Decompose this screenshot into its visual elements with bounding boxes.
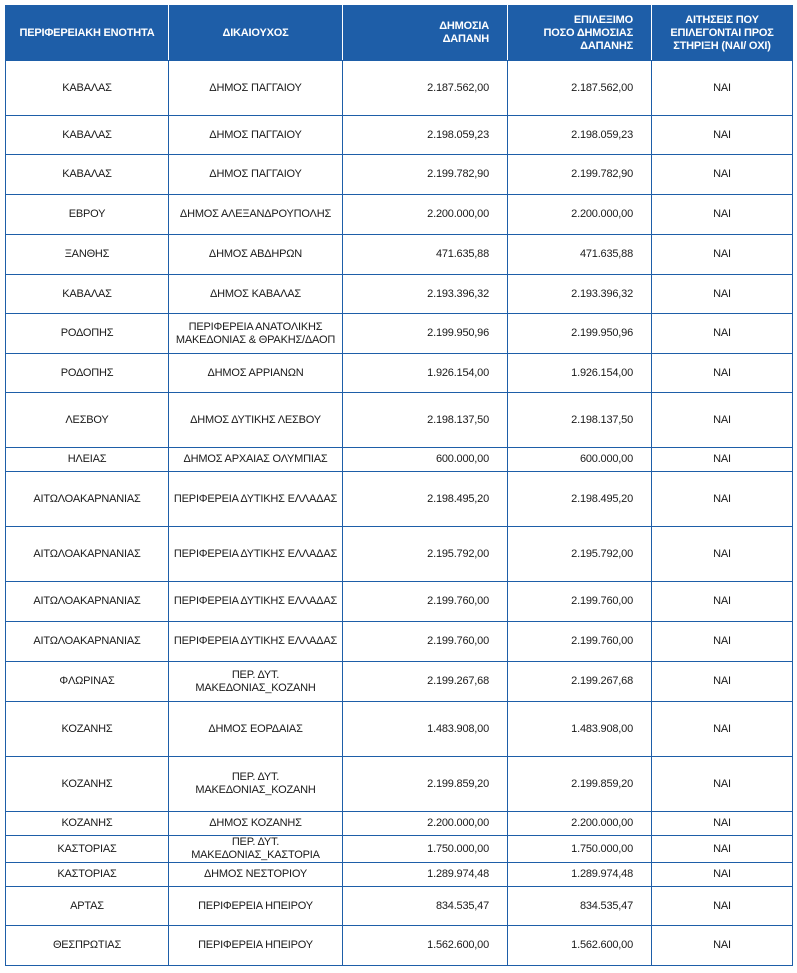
cell-public-spend-text: 2.198.059,23	[427, 128, 489, 141]
cell-eligible-amount-text: 2.198.059,23	[571, 128, 633, 141]
header-eligible-line: ΠΟΣΟ ΔΗΜΟΣΙΑΣ	[543, 26, 633, 39]
cell-eligible-amount-text: 1.750.000,00	[571, 842, 633, 855]
cell-eligible-amount	[508, 757, 652, 812]
cell-region	[6, 235, 169, 275]
cell-beneficiary-text: ΔΗΜΟΣ ΑΛΕΞΑΝΔΡΟΥΠΟΛΗΣ	[179, 208, 332, 220]
cell-selected	[652, 314, 793, 354]
cell-region-text: ΡΟΔΟΠΗΣ	[60, 366, 114, 379]
cell-beneficiary	[169, 393, 343, 448]
cell-public-spend	[343, 887, 508, 926]
cell-eligible-amount	[508, 235, 652, 275]
cell-public-spend	[343, 448, 508, 472]
cell-public-spend-text: 1.750.000,00	[427, 842, 489, 855]
cell-beneficiary	[169, 757, 343, 812]
cell-beneficiary	[169, 836, 343, 863]
cell-eligible-amount	[508, 155, 652, 195]
cell-public-spend	[343, 155, 508, 195]
cell-eligible-amount-text: 1.483.908,00	[571, 722, 633, 735]
cell-public-spend-text: 2.187.562,00	[427, 81, 489, 94]
cell-beneficiary-text: ΔΗΜΟΣ ΑΡΡΙΑΝΩΝ	[207, 366, 304, 379]
cell-public-spend-text: 2.198.137,50	[427, 413, 489, 426]
header-eligible-amount	[508, 6, 652, 61]
table-row	[6, 836, 793, 863]
cell-selected-text: ΝΑΙ	[713, 868, 731, 880]
cell-region-text: ΚΟΖΑΝΗΣ	[61, 777, 113, 790]
cell-region	[6, 61, 169, 116]
cell-beneficiary	[169, 275, 343, 314]
header-eligible-line: ΕΠΙΛΕΞΙΜΟ	[573, 13, 633, 26]
cell-beneficiary-text: ΠΕΡΙΦΕΡΕΙΑ ΗΠΕΙΡΟΥ	[198, 899, 313, 912]
cell-region-text: ΡΟΔΟΠΗΣ	[60, 327, 114, 339]
table-row	[6, 155, 793, 195]
cell-selected	[652, 757, 793, 812]
cell-selected-text: ΝΑΙ	[713, 208, 731, 220]
cell-selected-text: ΝΑΙ	[713, 722, 731, 735]
cell-region	[6, 662, 169, 702]
cell-region-text: ΚΑΒΑΛΑΣ	[62, 287, 112, 300]
table-row	[6, 527, 793, 582]
cell-eligible-amount-text: 2.193.396,32	[571, 287, 633, 300]
cell-region	[6, 314, 169, 354]
cell-public-spend	[343, 275, 508, 314]
cell-region-text: ΚΑΣΤΟΡΙΑΣ	[57, 868, 117, 880]
cell-selected	[652, 61, 793, 116]
table-row	[6, 116, 793, 155]
cell-beneficiary-text: ΜΑΚΕΔΟΝΙΑΣ & ΘΡΑΚΗΣ/ΔΑΟΠ	[175, 333, 336, 346]
cell-eligible-amount-text: 2.200.000,00	[571, 208, 633, 220]
table-row	[6, 926, 793, 966]
cell-selected	[652, 662, 793, 702]
cell-eligible-amount	[508, 472, 652, 527]
cell-public-spend	[343, 472, 508, 527]
cell-beneficiary-text: ΠΕΡΙΦΕΡΕΙΑ ΑΝΑΤΟΛΙΚΗΣ	[188, 320, 323, 333]
cell-beneficiary	[169, 472, 343, 527]
cell-eligible-amount-text: 2.199.782,90	[571, 168, 633, 180]
cell-public-spend-text: 2.200.000,00	[427, 208, 489, 220]
cell-selected	[652, 195, 793, 235]
cell-selected-text: ΝΑΙ	[713, 248, 731, 260]
table-row	[6, 887, 793, 926]
table-header-row	[6, 6, 793, 61]
cell-selected	[652, 393, 793, 448]
cell-public-spend-text: 2.193.396,32	[427, 287, 489, 300]
cell-selected	[652, 155, 793, 195]
cell-beneficiary	[169, 314, 343, 354]
cell-selected	[652, 622, 793, 662]
table-row	[6, 472, 793, 527]
cell-public-spend	[343, 582, 508, 622]
cell-region	[6, 863, 169, 887]
cell-eligible-amount	[508, 926, 652, 966]
cell-eligible-amount	[508, 116, 652, 155]
cell-public-spend	[343, 863, 508, 887]
header-public-spend	[343, 6, 508, 61]
cell-public-spend-text: 2.199.760,00	[427, 595, 489, 607]
cell-selected-text: ΝΑΙ	[713, 595, 731, 607]
cell-region	[6, 472, 169, 527]
cell-beneficiary	[169, 926, 343, 966]
cell-beneficiary	[169, 448, 343, 472]
cell-selected	[652, 702, 793, 757]
cell-public-spend	[343, 662, 508, 702]
header-selected-line: ΕΠΙΛΕΓΟΝΤΑΙ ΠΡΟΣ	[670, 26, 774, 39]
cell-eligible-amount	[508, 195, 652, 235]
cell-eligible-amount-text: 2.195.792,00	[571, 547, 633, 560]
table-row	[6, 448, 793, 472]
cell-region	[6, 448, 169, 472]
header-selected-line: ΑΙΤΗΣΕΙΣ ΠΟΥ	[685, 13, 759, 26]
cell-beneficiary-text: ΔΗΜΟΣ ΠΑΓΓΑΙΟΥ	[209, 81, 302, 94]
cell-region-text: ΚΟΖΑΝΗΣ	[61, 722, 113, 735]
table-row	[6, 757, 793, 812]
cell-beneficiary	[169, 702, 343, 757]
cell-region-text: ΚΑΣΤΟΡΙΑΣ	[57, 842, 117, 855]
cell-region	[6, 812, 169, 836]
cell-selected	[652, 582, 793, 622]
cell-region-text: ΑΙΤΩΛΟΑΚΑΡΝΑΝΙΑΣ	[33, 547, 141, 560]
table-row	[6, 582, 793, 622]
cell-eligible-amount	[508, 836, 652, 863]
cell-selected	[652, 527, 793, 582]
cell-region-text: ΚΑΒΑΛΑΣ	[62, 168, 112, 180]
header-eligible-line: ΔΑΠΑΝΗΣ	[580, 39, 633, 52]
table-row	[6, 61, 793, 116]
cell-public-spend	[343, 757, 508, 812]
table-row	[6, 275, 793, 314]
cell-beneficiary	[169, 582, 343, 622]
cell-selected-text: ΝΑΙ	[713, 675, 731, 687]
cell-public-spend-text: 1.289.974,48	[427, 868, 489, 880]
header-selected-line: ΣΤΗΡΙΞΗ (ΝΑΙ/ ΟΧΙ)	[673, 39, 771, 52]
cell-region-text: ΚΟΖΑΝΗΣ	[61, 817, 113, 829]
cell-public-spend	[343, 354, 508, 393]
cell-eligible-amount-text: 2.199.859,20	[571, 777, 633, 790]
cell-eligible-amount-text: 1.926.154,00	[571, 366, 633, 379]
cell-region-text: ΘΕΣΠΡΩΤΙΑΣ	[52, 939, 122, 951]
cell-public-spend	[343, 195, 508, 235]
cell-region	[6, 757, 169, 812]
cell-eligible-amount	[508, 448, 652, 472]
cell-region	[6, 195, 169, 235]
cell-selected-text: ΝΑΙ	[713, 168, 731, 180]
cell-selected	[652, 472, 793, 527]
header-public-spend-line: ΔΑΠΑΝΗ	[442, 33, 489, 45]
cell-region	[6, 702, 169, 757]
cell-eligible-amount-text: 2.199.267,68	[571, 675, 633, 687]
cell-public-spend-text: 2.199.950,96	[427, 327, 489, 339]
cell-selected-text: ΝΑΙ	[713, 635, 731, 647]
cell-selected	[652, 812, 793, 836]
cell-beneficiary	[169, 527, 343, 582]
cell-public-spend-text: 2.199.760,00	[427, 635, 489, 647]
cell-selected	[652, 836, 793, 863]
cell-eligible-amount	[508, 702, 652, 757]
funding-table	[5, 5, 793, 966]
cell-beneficiary-text: ΠΕΡΙΦΕΡΕΙΑ ΔΥΤΙΚΗΣ ΕΛΛΑΔΑΣ	[173, 492, 338, 505]
cell-eligible-amount	[508, 527, 652, 582]
cell-region-text: ΞΑΝΘΗΣ	[64, 248, 110, 260]
cell-selected-text: ΝΑΙ	[713, 547, 731, 560]
cell-public-spend-text: 2.199.782,90	[427, 168, 489, 180]
cell-beneficiary-text: ΠΕΡΙΦΕΡΕΙΑ ΔΥΤΙΚΗΣ ΕΛΛΑΔΑΣ	[173, 595, 338, 607]
cell-beneficiary	[169, 116, 343, 155]
table-row	[6, 702, 793, 757]
cell-selected-text: ΝΑΙ	[713, 453, 731, 465]
cell-beneficiary-text: ΔΗΜΟΣ ΕΟΡΔΑΙΑΣ	[208, 722, 303, 735]
table-row	[6, 393, 793, 448]
cell-selected-text: ΝΑΙ	[713, 366, 731, 379]
cell-eligible-amount-text: 2.198.137,50	[571, 413, 633, 426]
cell-eligible-amount-text: 2.200.000,00	[571, 817, 633, 829]
cell-public-spend-text: 471.635,88	[435, 248, 489, 260]
cell-eligible-amount	[508, 61, 652, 116]
table-row	[6, 812, 793, 836]
cell-public-spend-text: 2.200.000,00	[427, 817, 489, 829]
cell-selected	[652, 887, 793, 926]
cell-eligible-amount-text: 1.289.974,48	[571, 868, 633, 880]
cell-beneficiary-text: ΠΕΡΙΦΕΡΕΙΑ ΔΥΤΙΚΗΣ ΕΛΛΑΔΑΣ	[173, 635, 338, 647]
cell-beneficiary-text: ΠΕΡ. ΔΥΤ. ΜΑΚΕΔΟΝΙΑΣ_ΚΟΖΑΝΗ	[195, 668, 316, 694]
cell-region	[6, 393, 169, 448]
cell-beneficiary	[169, 61, 343, 116]
table-row	[6, 863, 793, 887]
cell-selected-text: ΝΑΙ	[713, 939, 731, 951]
cell-eligible-amount	[508, 275, 652, 314]
cell-region	[6, 887, 169, 926]
cell-eligible-amount	[508, 812, 652, 836]
cell-selected-text: ΝΑΙ	[713, 817, 731, 829]
cell-eligible-amount-text: 834.535,47	[579, 899, 633, 912]
cell-eligible-amount	[508, 582, 652, 622]
cell-selected	[652, 354, 793, 393]
cell-public-spend-text: 600.000,00	[435, 453, 489, 465]
cell-eligible-amount-text: 2.198.495,20	[571, 492, 633, 505]
cell-selected	[652, 448, 793, 472]
cell-public-spend	[343, 812, 508, 836]
cell-eligible-amount-text: 2.199.760,00	[571, 595, 633, 607]
cell-selected-text: ΝΑΙ	[713, 492, 731, 505]
cell-beneficiary	[169, 887, 343, 926]
cell-public-spend	[343, 836, 508, 863]
cell-beneficiary-text: ΠΕΡ. ΔΥΤ. ΜΑΚΕΔΟΝΙΑΣ_ΚΟΖΑΝΗ	[195, 771, 316, 796]
cell-selected	[652, 926, 793, 966]
cell-region-text: ΗΛΕΙΑΣ	[67, 453, 107, 465]
cell-eligible-amount	[508, 622, 652, 662]
cell-public-spend-text: 1.926.154,00	[427, 366, 489, 379]
cell-selected	[652, 863, 793, 887]
funding-table-container	[5, 5, 792, 966]
cell-eligible-amount	[508, 393, 652, 448]
cell-beneficiary-text: ΠΕΡΙΦΕΡΕΙΑ ΔΥΤΙΚΗΣ ΕΛΛΑΔΑΣ	[173, 547, 338, 560]
cell-region	[6, 582, 169, 622]
cell-selected-text: ΝΑΙ	[713, 81, 731, 94]
cell-region-text: ΑΙΤΩΛΟΑΚΑΡΝΑΝΙΑΣ	[33, 635, 141, 647]
cell-beneficiary	[169, 354, 343, 393]
cell-eligible-amount	[508, 354, 652, 393]
cell-public-spend	[343, 116, 508, 155]
table-row	[6, 662, 793, 702]
cell-region	[6, 836, 169, 863]
cell-selected	[652, 275, 793, 314]
cell-public-spend-text: 1.483.908,00	[427, 722, 489, 735]
cell-selected-text: ΝΑΙ	[713, 899, 731, 912]
cell-public-spend-text: 2.199.267,68	[427, 675, 489, 687]
cell-public-spend	[343, 527, 508, 582]
cell-beneficiary	[169, 235, 343, 275]
cell-beneficiary	[169, 863, 343, 887]
cell-public-spend	[343, 926, 508, 966]
header-region: ΠΕΡΙΦΕΡΕΙΑΚΗ ΕΝΟΤΗΤΑ	[6, 6, 169, 61]
cell-region-text: ΕΒΡΟΥ	[68, 208, 106, 220]
cell-region	[6, 116, 169, 155]
cell-selected	[652, 235, 793, 275]
cell-public-spend	[343, 393, 508, 448]
cell-region-text: ΛΕΣΒΟΥ	[65, 413, 109, 426]
header-public-spend-line: ΔΗΜΟΣΙΑ	[439, 20, 489, 32]
cell-eligible-amount-text: 600.000,00	[579, 453, 633, 465]
cell-selected-text: ΝΑΙ	[713, 287, 731, 300]
cell-beneficiary	[169, 195, 343, 235]
cell-selected-text: ΝΑΙ	[713, 777, 731, 790]
cell-beneficiary-text: ΔΗΜΟΣ ΑΡΧΑΙΑΣ ΟΛΥΜΠΙΑΣ	[183, 453, 328, 465]
table-row	[6, 235, 793, 275]
cell-region	[6, 354, 169, 393]
cell-region	[6, 275, 169, 314]
cell-public-spend-text: 2.199.859,20	[427, 777, 489, 790]
cell-region-text: ΦΛΩΡΙΝΑΣ	[59, 675, 115, 687]
cell-region-text: ΑΙΤΩΛΟΑΚΑΡΝΑΝΙΑΣ	[33, 595, 141, 607]
cell-beneficiary-text: ΔΗΜΟΣ ΠΑΓΓΑΙΟΥ	[209, 128, 302, 141]
cell-region	[6, 926, 169, 966]
cell-beneficiary	[169, 812, 343, 836]
cell-selected-text: ΝΑΙ	[713, 327, 731, 339]
cell-beneficiary-text: ΠΕΡΙΦΕΡΕΙΑ ΗΠΕΙΡΟΥ	[198, 939, 313, 951]
cell-selected-text: ΝΑΙ	[713, 842, 731, 855]
cell-eligible-amount-text: 471.635,88	[579, 248, 633, 260]
cell-beneficiary-text: ΔΗΜΟΣ ΔΥΤΙΚΗΣ ΛΕΣΒΟΥ	[190, 413, 321, 426]
cell-region-text: ΚΑΒΑΛΑΣ	[62, 81, 112, 94]
cell-eligible-amount-text: 1.562.600,00	[571, 939, 633, 951]
cell-region-text: ΑΡΤΑΣ	[70, 899, 104, 912]
cell-selected	[652, 116, 793, 155]
table-body	[6, 61, 793, 966]
cell-eligible-amount	[508, 314, 652, 354]
cell-selected-text: ΝΑΙ	[713, 128, 731, 141]
cell-eligible-amount	[508, 662, 652, 702]
cell-public-spend-text: 2.198.495,20	[427, 492, 489, 505]
cell-region	[6, 155, 169, 195]
cell-public-spend	[343, 61, 508, 116]
cell-public-spend	[343, 235, 508, 275]
cell-public-spend-text: 1.562.600,00	[427, 939, 489, 951]
cell-selected-text: ΝΑΙ	[713, 413, 731, 426]
table-row	[6, 622, 793, 662]
cell-region	[6, 622, 169, 662]
cell-public-spend-text: 834.535,47	[435, 899, 489, 912]
cell-region-text: ΚΑΒΑΛΑΣ	[62, 128, 112, 141]
table-row	[6, 195, 793, 235]
cell-beneficiary-text: ΔΗΜΟΣ ΚΟΖΑΝΗΣ	[209, 817, 302, 829]
header-beneficiary: ΔΙΚΑΙΟΥΧΟΣ	[169, 6, 343, 61]
cell-eligible-amount	[508, 887, 652, 926]
table-row	[6, 354, 793, 393]
cell-region	[6, 527, 169, 582]
cell-eligible-amount-text: 2.187.562,00	[571, 81, 633, 94]
cell-beneficiary-text: ΠΕΡ. ΔΥΤ. ΜΑΚΕΔΟΝΙΑΣ_ΚΑΣΤΟΡΙΑ	[191, 836, 320, 861]
cell-public-spend-text: 2.195.792,00	[427, 547, 489, 560]
cell-eligible-amount	[508, 863, 652, 887]
cell-beneficiary-text: ΔΗΜΟΣ ΑΒΔΗΡΩΝ	[208, 248, 303, 260]
cell-beneficiary-text: ΔΗΜΟΣ ΝΕΣΤΟΡΙΟΥ	[204, 868, 307, 880]
cell-public-spend	[343, 314, 508, 354]
cell-beneficiary	[169, 662, 343, 702]
cell-beneficiary	[169, 155, 343, 195]
cell-eligible-amount-text: 2.199.950,96	[571, 327, 633, 339]
cell-public-spend	[343, 622, 508, 662]
cell-beneficiary-text: ΔΗΜΟΣ ΠΑΓΓΑΙΟΥ	[209, 168, 302, 180]
cell-region-text: ΑΙΤΩΛΟΑΚΑΡΝΑΝΙΑΣ	[33, 492, 141, 505]
cell-beneficiary	[169, 622, 343, 662]
header-selected	[652, 6, 793, 61]
table-row	[6, 314, 793, 354]
cell-eligible-amount-text: 2.199.760,00	[571, 635, 633, 647]
cell-public-spend	[343, 702, 508, 757]
cell-beneficiary-text: ΔΗΜΟΣ ΚΑΒΑΛΑΣ	[209, 287, 302, 300]
